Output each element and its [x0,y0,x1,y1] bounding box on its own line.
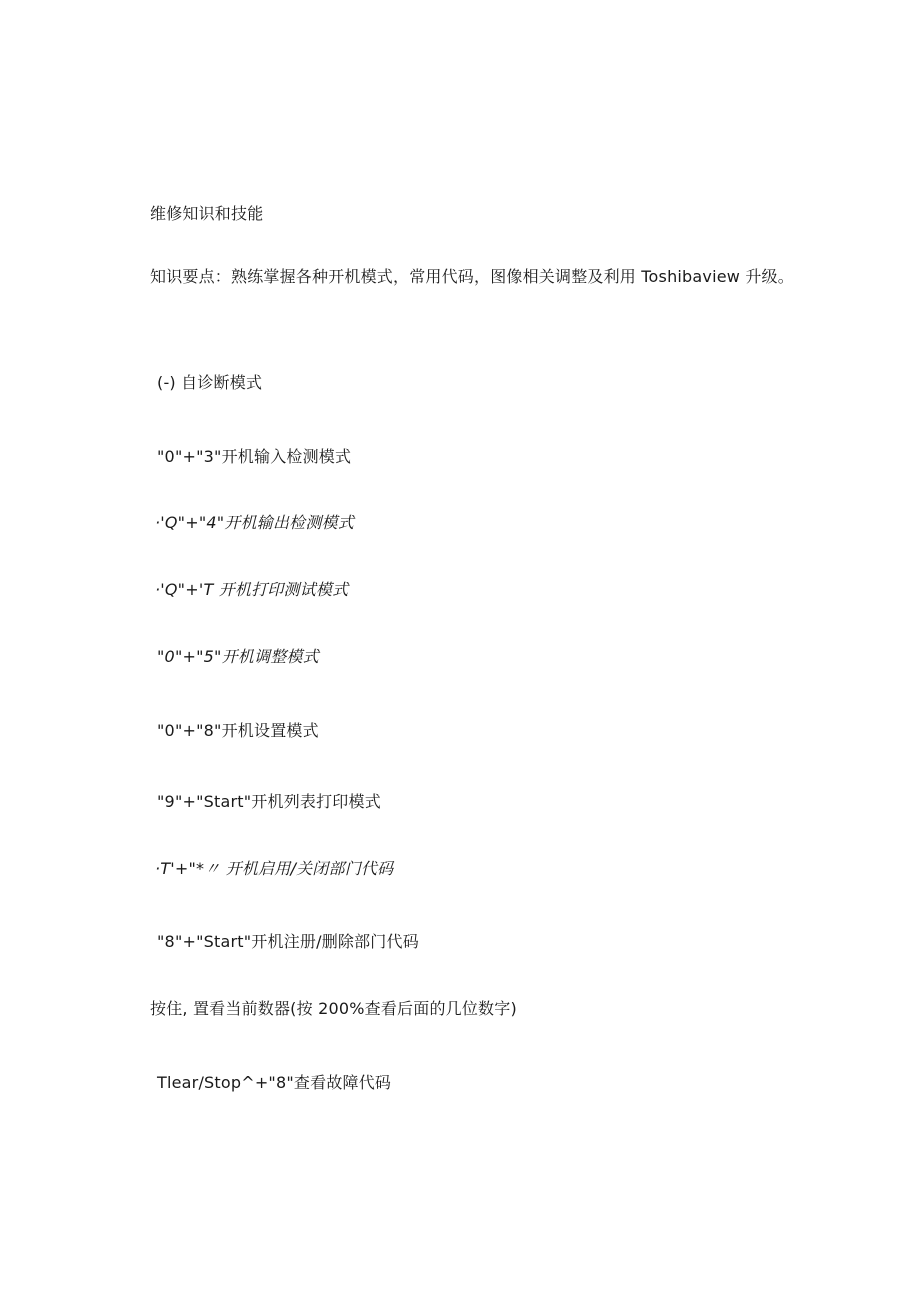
error-code-item: Tlear/Stop^+"8"查看故障代码 [157,1073,392,1092]
mode-item: "0"+"5"开机调整模式 [157,647,319,666]
mode-item: ·'Q"+"4"开机输出检测模式 [155,513,354,532]
mode-item: "8"+"Start"开机注册/删除部门代码 [157,932,419,951]
mode-item: ·T'+"*〃 开机启用/关闭部门代码 [155,859,394,878]
mode-item: "0"+"8"开机设置模式 [157,721,319,740]
document-title: 维修知识和技能 [150,204,264,223]
counter-note: 按住, 置看当前数器(按 200%查看后面的几位数字) [150,999,517,1018]
mode-item: "9"+"Start"开机列表打印模式 [157,792,381,811]
section-heading: (-) 自诊断模式 [157,373,263,392]
mode-item: "0"+"3"开机输入检测模式 [157,447,352,466]
mode-item: ·'Q"+'T 开机打印测试模式 [155,580,349,599]
intro-paragraph: 知识要点：熟练掌握各种开机模式，常用代码，图像相关调整及利用 Toshibaview 升级。 [150,267,794,286]
